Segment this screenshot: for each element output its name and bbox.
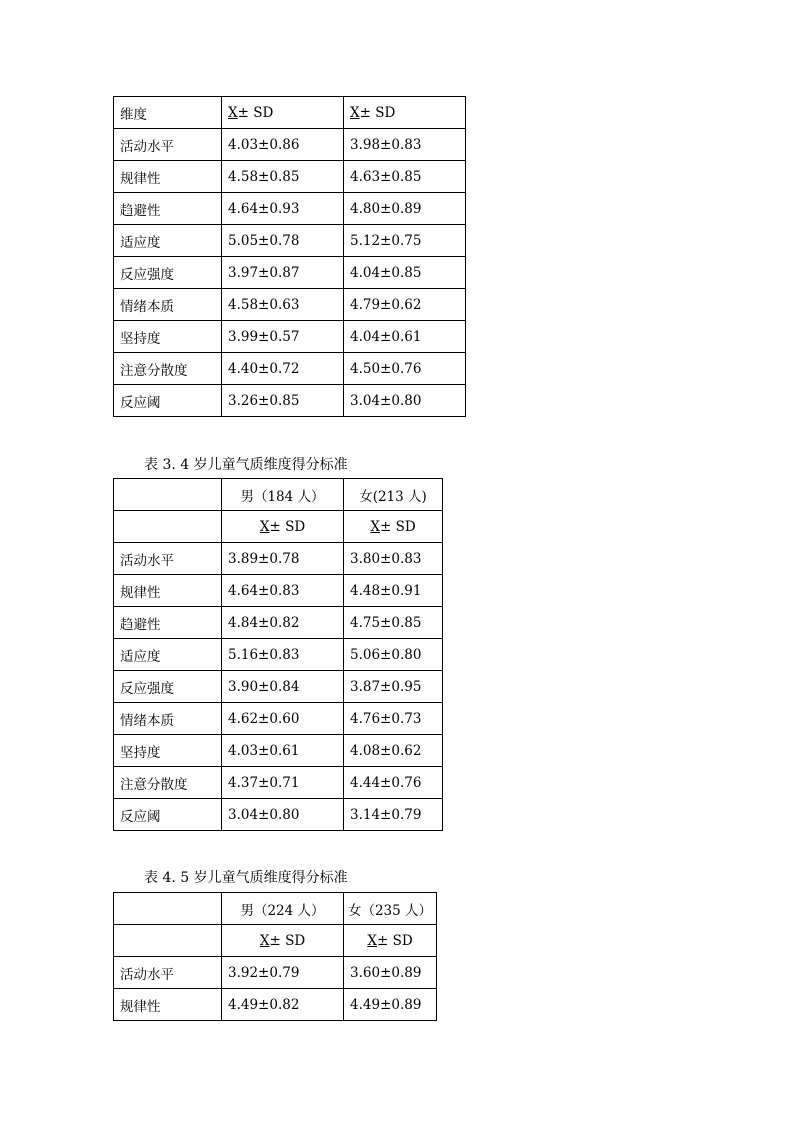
value-cell: 5.06±0.80 (344, 639, 443, 671)
value-cell: 4.04±0.85 (344, 257, 466, 289)
row-label: 规律性 (114, 989, 222, 1021)
row-label: 反应强度 (114, 671, 222, 703)
row-label: 适应度 (114, 225, 222, 257)
value-cell: 4.08±0.62 (344, 735, 443, 767)
row-label: 规律性 (114, 161, 222, 193)
header-empty (114, 511, 222, 543)
value-cell: 4.03±0.86 (222, 129, 344, 161)
table-header-row (114, 479, 443, 511)
table-row (114, 989, 437, 1021)
table-subheader-row (114, 925, 437, 957)
table-row (114, 575, 443, 607)
header-mean-sd: X± SD (222, 97, 344, 129)
table-row (114, 735, 443, 767)
value-cell: 4.75±0.85 (344, 607, 443, 639)
value-cell: 4.58±0.85 (222, 161, 344, 193)
value-cell: 4.58±0.63 (222, 289, 344, 321)
table-row (114, 607, 443, 639)
table-row (114, 957, 437, 989)
header-mean-sd: X± SD (344, 925, 437, 957)
value-cell: 4.48±0.91 (344, 575, 443, 607)
table-3-caption: 表 4. 5 岁儿童气质维度得分标准 (144, 870, 348, 886)
value-cell: 4.64±0.83 (222, 575, 344, 607)
value-cell: 3.99±0.57 (222, 321, 344, 353)
row-label: 注意分散度 (114, 767, 222, 799)
row-label: 适应度 (114, 639, 222, 671)
header-female: 女(213 人) (344, 479, 443, 511)
row-label: 注意分散度 (114, 353, 222, 385)
value-cell: 4.84±0.82 (222, 607, 344, 639)
table-row (114, 257, 466, 289)
value-cell: 3.89±0.78 (222, 543, 344, 575)
value-cell: 4.79±0.62 (344, 289, 466, 321)
row-label: 反应强度 (114, 257, 222, 289)
header-dimension: 维度 (114, 97, 222, 129)
value-cell: 4.62±0.60 (222, 703, 344, 735)
value-cell: 4.63±0.85 (344, 161, 466, 193)
value-cell: 3.60±0.89 (344, 957, 437, 989)
table-row (114, 353, 466, 385)
table-row (114, 799, 443, 831)
table-row (114, 289, 466, 321)
value-cell: 4.49±0.82 (222, 989, 344, 1021)
header-empty (114, 925, 222, 957)
value-cell: 4.44±0.76 (344, 767, 443, 799)
table-row (114, 767, 443, 799)
table-row (114, 161, 466, 193)
table-3 (113, 892, 437, 1021)
table-row (114, 129, 466, 161)
value-cell: 3.04±0.80 (344, 385, 466, 417)
row-label: 坚持度 (114, 321, 222, 353)
value-cell: 4.40±0.72 (222, 353, 344, 385)
value-cell: 4.80±0.89 (344, 193, 466, 225)
table-row (114, 703, 443, 735)
value-cell: 3.97±0.87 (222, 257, 344, 289)
mean-symbol: X (367, 932, 377, 949)
header-empty (114, 479, 222, 511)
value-cell: 5.05±0.78 (222, 225, 344, 257)
value-cell: 3.14±0.79 (344, 799, 443, 831)
row-label: 活动水平 (114, 543, 222, 575)
value-cell: 4.49±0.89 (344, 989, 437, 1021)
table-2 (113, 478, 443, 831)
row-label: 情绪本质 (114, 289, 222, 321)
value-cell: 4.50±0.76 (344, 353, 466, 385)
table-subheader-row (114, 511, 443, 543)
table-row (114, 225, 466, 257)
value-cell: 3.80±0.83 (344, 543, 443, 575)
table-row (114, 671, 443, 703)
table-1 (113, 96, 466, 417)
row-label: 情绪本质 (114, 703, 222, 735)
value-cell: 4.76±0.73 (344, 703, 443, 735)
header-mean-sd: X± SD (222, 925, 344, 957)
mean-symbol: X (259, 932, 270, 949)
mean-symbol: X (370, 518, 380, 535)
table-header-row (114, 97, 466, 129)
table-row (114, 639, 443, 671)
table-row (114, 321, 466, 353)
header-male: 男（224 人） (222, 893, 344, 925)
row-label: 反应阈 (114, 799, 222, 831)
table-row (114, 193, 466, 225)
value-cell: 3.90±0.84 (222, 671, 344, 703)
row-label: 趋避性 (114, 607, 222, 639)
mean-symbol: X (350, 104, 360, 121)
row-label: 规律性 (114, 575, 222, 607)
row-label: 反应阈 (114, 385, 222, 417)
row-label: 趋避性 (114, 193, 222, 225)
value-cell: 4.37±0.71 (222, 767, 344, 799)
value-cell: 5.16±0.83 (222, 639, 344, 671)
value-cell: 3.04±0.80 (222, 799, 344, 831)
header-empty (114, 893, 222, 925)
row-label: 活动水平 (114, 129, 222, 161)
table-header-row (114, 893, 437, 925)
header-male: 男（184 人） (222, 479, 344, 511)
value-cell: 3.26±0.85 (222, 385, 344, 417)
value-cell: 4.03±0.61 (222, 735, 344, 767)
value-cell: 3.98±0.83 (344, 129, 466, 161)
value-cell: 4.04±0.61 (344, 321, 466, 353)
header-mean-sd: X± SD (344, 97, 466, 129)
value-cell: 5.12±0.75 (344, 225, 466, 257)
header-female: 女（235 人） (344, 893, 437, 925)
mean-symbol: X (228, 104, 238, 121)
value-cell: 4.64±0.93 (222, 193, 344, 225)
table-row (114, 385, 466, 417)
header-mean-sd: X± SD (344, 511, 443, 543)
row-label: 活动水平 (114, 957, 222, 989)
table-2-caption: 表 3. 4 岁儿童气质维度得分标准 (144, 457, 348, 473)
value-cell: 3.87±0.95 (344, 671, 443, 703)
value-cell: 3.92±0.79 (222, 957, 344, 989)
header-mean-sd: X± SD (222, 511, 344, 543)
mean-symbol: X (259, 518, 270, 535)
table-row (114, 543, 443, 575)
row-label: 坚持度 (114, 735, 222, 767)
